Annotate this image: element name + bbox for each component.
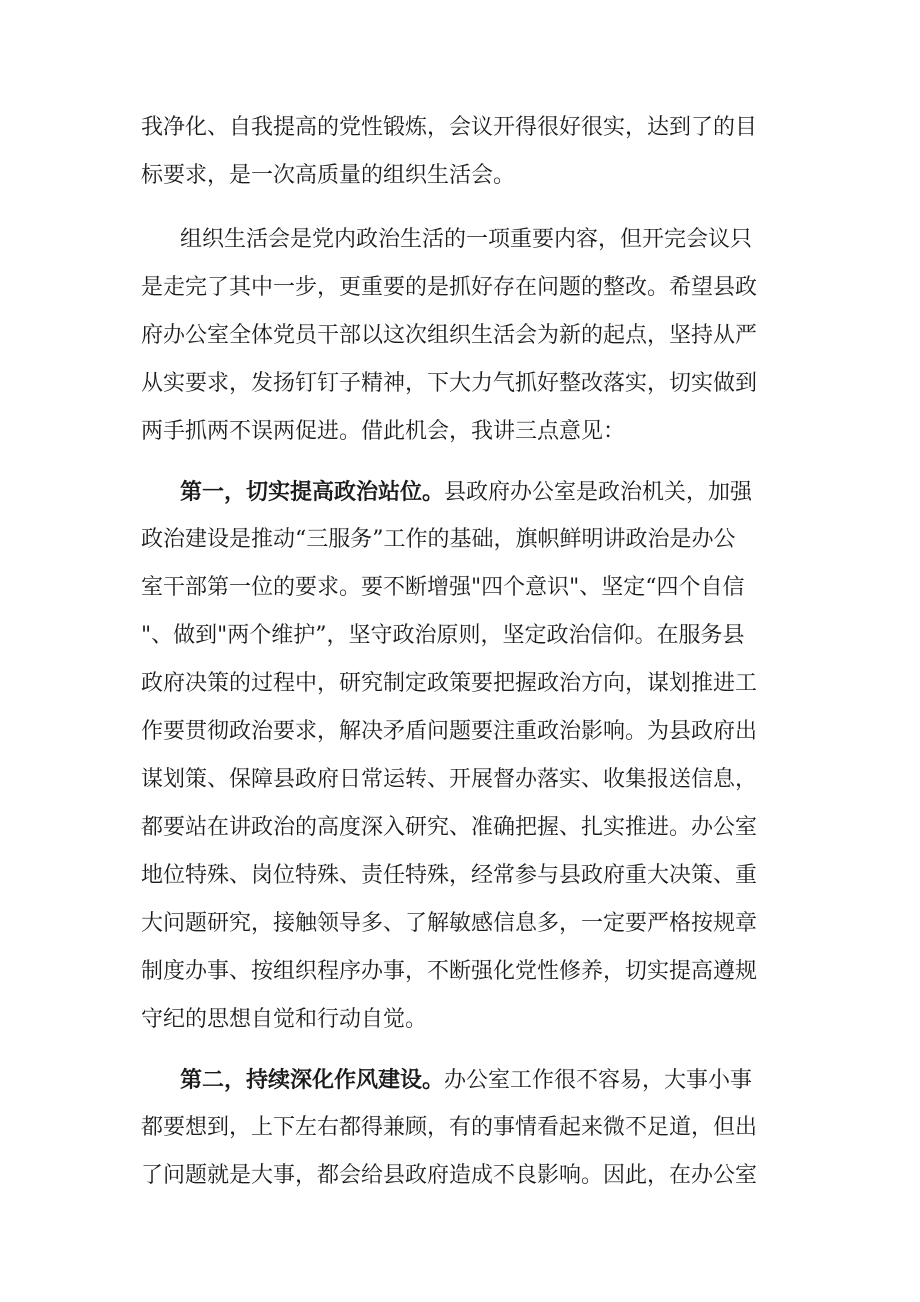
paragraph-line: 我净化、自我提高的党性锻炼，会议开得很好很实，达到了的目 [141,115,758,140]
paragraph-line: 政治建设是推动“三服务”工作的基础，旗帜鲜明讲政治是办公 [141,527,736,552]
paragraph-line: 都要想到，上下左右都得兼顾，有的事情看起来微不足道，但出 [141,1115,758,1140]
paragraph-line: 都要站在讲政治的高度深入研究、准确把握、扎实推进。办公室 [141,815,758,840]
paragraph-3 [141,468,801,1044]
paragraph-line: 大问题研究，接触领导多、了解敏感信息多，一定要严格按规章 [141,911,758,936]
paragraph-line: 作要贯彻政治要求，解决矛盾问题要注重政治影响。为县政府出 [141,719,758,744]
paragraph-first-line [141,468,801,516]
paragraph-text: 办公室工作很不容易，大事小事 [444,1068,753,1093]
section-heading: 第二，持续深化作风建设。 [180,1067,445,1093]
paragraph-line: 守纪的思想自觉和行动自觉。 [141,1007,428,1032]
paragraph-line: 了问题就是大事，都会给县政府造成不良影响。因此，在办公室 [141,1163,758,1188]
section-heading: 第一，切实提高政治站位。 [180,479,445,505]
paragraph-line: 制度办事、按组织程序办事，不断强化党性修养，切实提高遵规 [141,959,758,984]
paragraph-line: 谋划策、保障县政府日常运转、开展督办落实、收集报送信息， [141,767,758,792]
paragraph-first-line [141,1056,801,1104]
paragraph-line: "、做到"两个维护”，坚守政治原则，坚定政治信仰。在服务县 [141,623,745,648]
paragraph-1 [141,104,801,200]
paragraph-line: 组织生活会是党内政治生活的一项重要内容，但开完会议只 [180,227,753,252]
paragraph-text: 县政府办公室是政治机关，加强 [444,480,753,505]
paragraph-2 [141,216,801,456]
paragraph-line: 地位特殊、岗位特殊、责任特殊，经常参与县政府重大决策、重 [141,863,758,888]
paragraph-4 [141,1056,801,1200]
paragraph-line: 两手抓两不误两促进。借此机会，我讲三点意见： [141,419,626,444]
paragraph-line: 从实要求，发扬钉钉子精神，下大力气抓好整改落实，切实做到 [141,371,758,396]
paragraph-line: 府办公室全体党员干部以这次组织生活会为新的起点，坚持从严 [141,323,758,348]
paragraph-line: 室干部第一位的要求。要不断增强"四个意识"、坚定“四个自信 [141,575,745,600]
paragraph-line: 标要求，是一次高质量的组织生活会。 [141,163,516,188]
paragraph-line: 政府决策的过程中，研究制定政策要把握政治方向，谋划推进工 [141,671,758,696]
paragraph-line: 是走完了其中一步，更重要的是抓好存在问题的整改。希望县政 [141,275,758,300]
